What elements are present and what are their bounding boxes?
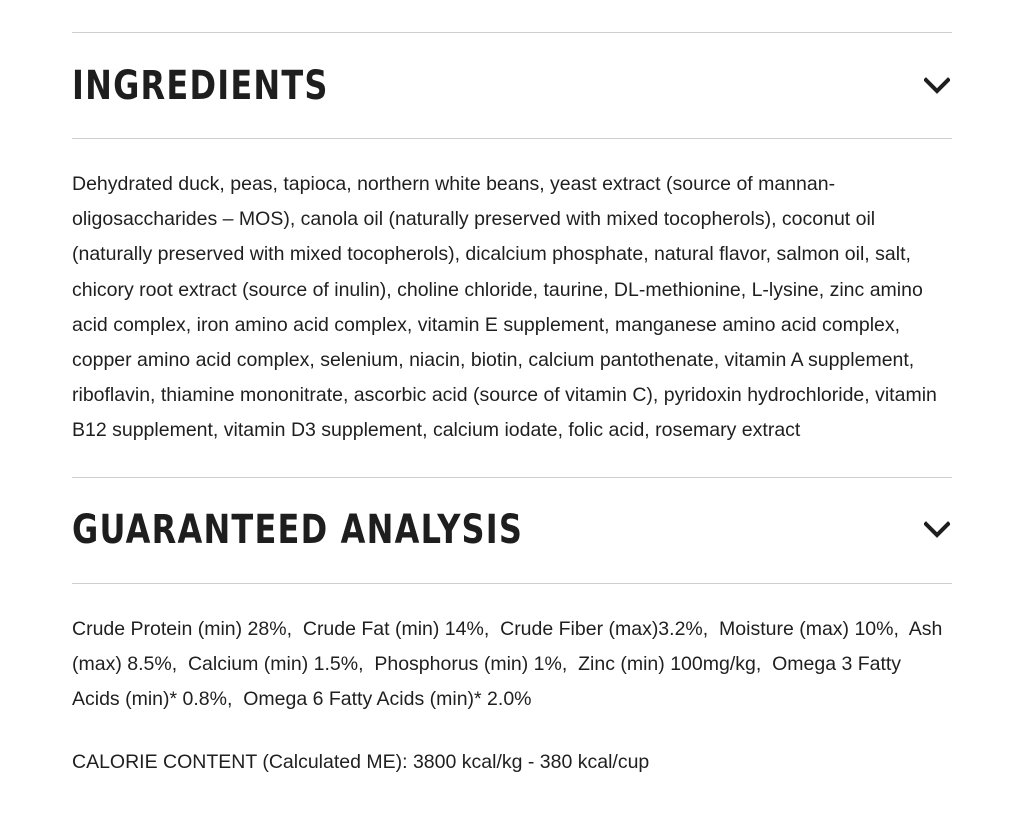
chevron-down-icon[interactable] bbox=[924, 521, 950, 539]
ingredients-accordion-header[interactable] bbox=[72, 33, 952, 138]
analysis-item-zinc: Zinc (min) 100mg/kg, bbox=[578, 652, 762, 675]
chevron-down-icon[interactable] bbox=[924, 77, 950, 95]
analysis-item-omega-3: Omega 3 Fatty Acids (min)* 0.8%, bbox=[72, 652, 902, 711]
analysis-item-crude-fiber: Crude Fiber (max)3.2%, bbox=[500, 617, 709, 640]
ingredients-text: Dehydrated duck, peas, tapioca, northern white beans, yeast extract (source of mannan-oligosaccharides – MOS), canola oil (naturally preserved with mixed tocopherols), coconut oil (naturally preserved with mixed tocopherols), dicalcium phosphate, natural flavor, salmon oil, salt, chicory root extract (source of inulin), choline chloride, taurine, DL-methionine, L-lysine, zinc amino acid complex, iron amino acid complex, vitamin E supplement, manganese amino acid complex, copper amino acid complex, selenium, niacin, biotin, calcium pantothenate, vitamin A supplement, riboflavin, thiamine mononitrate, ascorbic acid (source of vitamin C), pyridoxin hydrochloride, vitamin B12 supplement, vitamin D3 supplement, calcium iodate, folic acid, rosemary extract bbox=[72, 173, 937, 442]
analysis-item-crude-protein: Crude Protein (min) 28%, bbox=[72, 617, 293, 640]
analysis-item-calcium: Calcium (min) 1.5%, bbox=[187, 652, 364, 675]
guaranteed-analysis-title: GUARANTEED ANALYSIS bbox=[72, 507, 524, 554]
guaranteed-analysis-panel bbox=[72, 584, 952, 781]
analysis-item-phosphorus: Phosphorus (min) 1%, bbox=[374, 652, 568, 675]
ingredients-title: INGREDIENTS bbox=[72, 62, 329, 109]
ingredients-panel bbox=[72, 139, 952, 477]
guaranteed-analysis-accordion-header[interactable] bbox=[72, 478, 952, 583]
analysis-item-crude-fat: Crude Fat (min) 14%, bbox=[302, 617, 490, 640]
analysis-item-omega-6: Omega 6 Fatty Acids (min)* 2.0% bbox=[243, 688, 532, 711]
product-details bbox=[72, 32, 952, 780]
calorie-content: CALORIE CONTENT (Calculated ME): 3800 kcal/kg - 380 kcal/cup bbox=[72, 751, 650, 774]
analysis-item-moisture: Moisture (max) 10%, bbox=[719, 617, 899, 640]
analysis-item-ash: Ash (max) 8.5%, bbox=[72, 617, 943, 675]
analysis-values bbox=[72, 612, 952, 718]
